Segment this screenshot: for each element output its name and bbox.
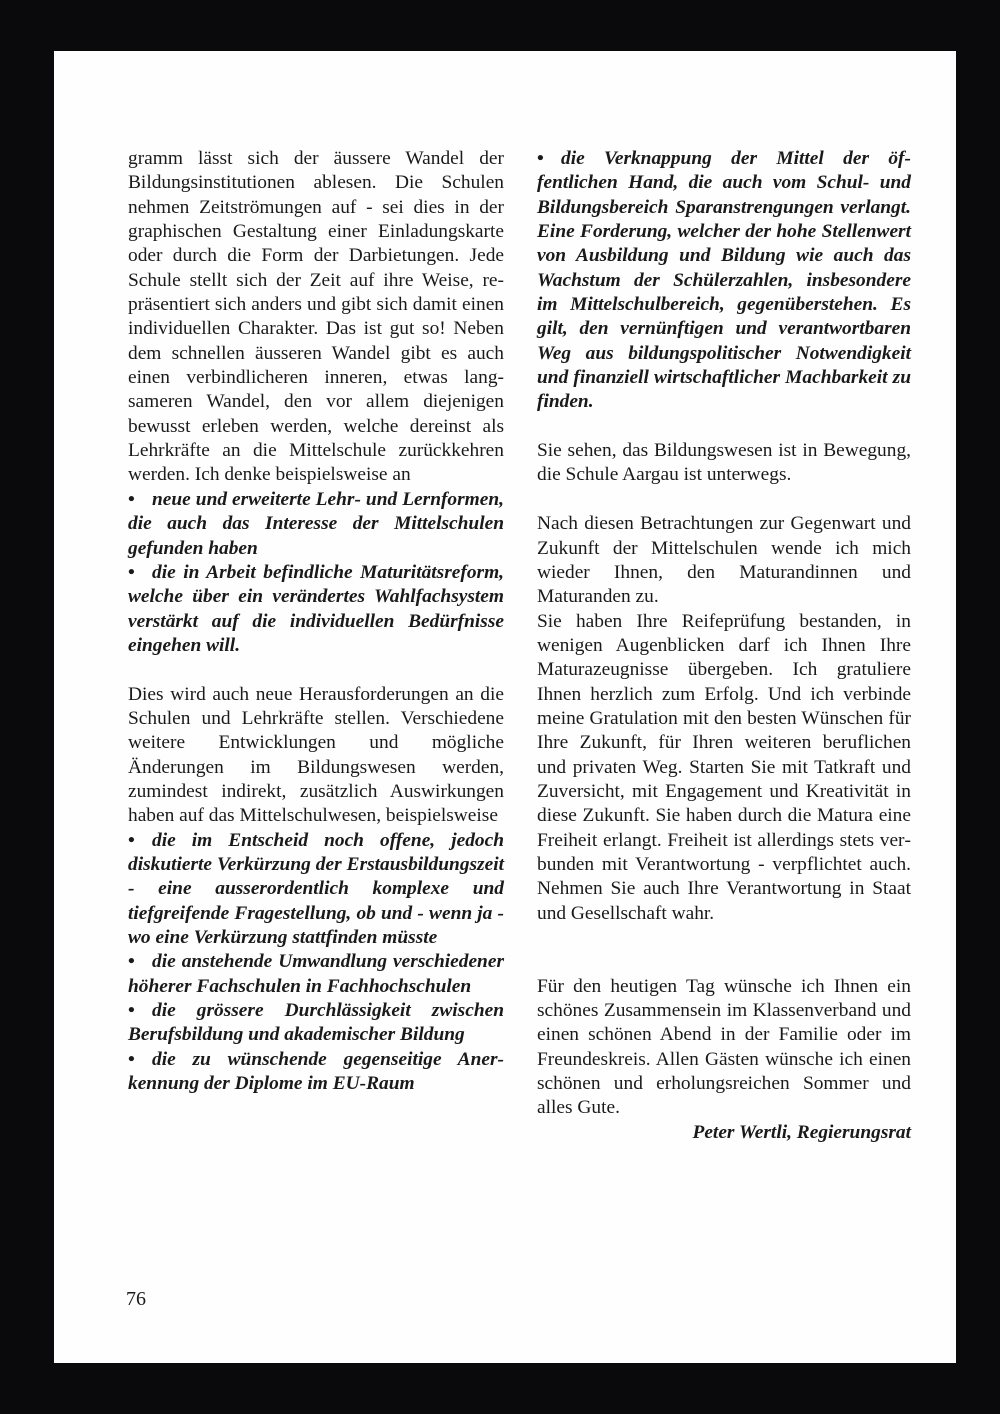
paragraph-address-graduates: Nach diesen Betrachtungen zur Gegenwart und Zukunft der Mittelschulen wende ich mich wieder Ihnen, den Maturandinnen und Maturanden zu.: [537, 513, 911, 608]
bullet-text: die zu wünschende gegenseitige Anerkennung der Diplome im EU-Raum: [128, 1048, 504, 1095]
bullet-text: die im Entscheid noch offene, jedoch diskutierte Verkürzung der Erstausbildungszeit - eine ausserordentlich komplexe und tiefgreifende Fragestellung, ob und - wenn ja - wo eine Verkürzung stattfinden müsste: [128, 829, 504, 948]
bullet-icon: •: [128, 488, 135, 510]
left-column: [128, 147, 504, 1096]
paragraph-spacer: [537, 415, 911, 439]
bullet-text: die in Arbeit befindliche Maturitätsreform, welche über ein verändertes Wahlfachsystem verstärkt auf die individuellen Bedürfnisse eingehen will.: [128, 561, 504, 656]
bullet-icon: •: [128, 829, 135, 851]
paragraph-spacer: [537, 926, 911, 975]
paragraph-movement: Sie sehen, das Bildungswesen ist in Bewegung, die Schule Aargau ist unterwegs.: [537, 440, 911, 486]
bullet-item: [128, 829, 504, 951]
bullet-text: die grössere Durchlässigkeit zwischen Berufsbildung und akademischer Bildung: [128, 1000, 504, 1046]
paragraph-spacer: [537, 488, 911, 512]
bullet-item: [537, 147, 911, 415]
bullet-item: [128, 999, 504, 1048]
bullet-icon: •: [128, 561, 135, 583]
bullet-icon: •: [128, 1000, 135, 1022]
bullet-text: neue und erweiterte Lehr- und Lernformen, die auch das Interesse der Mittelschulen gefunden haben: [128, 488, 504, 559]
paragraph-spacer: [128, 658, 504, 682]
bullet-item: [128, 488, 504, 561]
bullet-item: [128, 561, 504, 658]
intro-paragraph: gramm lässt sich der äussere Wandel der Bildungsinstitutionen ablesen. Die Schulen nehmen Zeitströmungen auf - sei dies in der graphischen Gestaltung einer Einladungskarte oder durch die Form der Darbietungen. Jede Schule stellt sich der Zeit auf ihre Weise, repräsentiert sich anders und gibt sich damit einen individuellen Charakter. Das ist gut so! Neben dem schnellen äusseren Wandel gibt es auch einen verbindlicheren inneren, etwas langsameren Wandel, den vor allem diejenigen bewusst erleben werden, welche dereinst als Lehrkräfte an die Mittelschule zurückkehren werden. Ich denke beispielsweise an: [128, 148, 504, 486]
bullet-text: die Verknappung der Mittel der öffentlichen Hand, die auch vom Schul- und Bildungsbereich Sparanstrengungen verlangt. Eine Forderung, welcher der hohe Stellenwert von Ausbildung und Bildung wie auch das Wachstum der Schülerzahlen, insbesondere im Mittelschulbereich, gegenüberstehen. Es gilt, den vernünftigen und verantwortbaren Weg aus bildungspolitischer Notwendigkeit und finanziell wirtschaftlicher Machbarkeit zu finden.: [537, 148, 911, 413]
author-signature: Peter Wertli, Regierungsrat: [692, 1121, 911, 1143]
bullet-icon: •: [128, 951, 135, 973]
bullet-item: [128, 950, 504, 999]
document-page: [54, 51, 956, 1363]
paragraph-closing-wishes: Für den heutigen Tag wünsche ich Ihnen ein schönes Zusammensein im Klassenverband und einen schönen Abend in der Familie oder im Freundeskreis. Allen Gästen wünsche ich einen schönen und erholungsreichen Sommer und alles Gute.: [537, 975, 911, 1119]
right-column: [537, 147, 911, 1145]
paragraph-congratulations: Sie haben Ihre Reifeprüfung bestanden, in wenigen Augenblicken darf ich Ihnen Ihre Maturazeugnisse übergeben. Ich gratuliere Ihnen herzlich zum Erfolg. Und ich verbinde meine Gratulation mit den besten Wünschen für Ihre Zukunft, für Ihren weiteren beruflichen und privaten Weg. Starten Sie mit Tatkraft und Zuversicht, mit Engagement und Kreativität in diese Zukunft. Sie haben durch die Matura eine Freiheit erlangt. Freiheit ist allerdings stets verbunden mit Verantwortung - verpflichtet auch. Nehmen Sie auch Ihre Verantwortung in Staat und Gesellschaft wahr.: [537, 610, 911, 924]
page-number: 76: [126, 1288, 146, 1310]
bullet-icon: •: [128, 1048, 135, 1070]
bullet-icon: •: [537, 148, 544, 169]
second-paragraph: Dies wird auch neue Herausforderungen an die Schulen und Lehrkräfte stellen. Verschiedene weitere Entwicklungen und mögliche Änderungen im Bildungswesen werden, zumindest indirekt, zusätzlich Auswirkungen haben auf das Mittelschulwesen, beispielsweise: [128, 683, 504, 827]
bullet-text: die anstehende Umwandlung verschiedener höherer Fachschulen in Fachhochschulen: [128, 951, 504, 997]
bullet-item: [128, 1048, 504, 1097]
